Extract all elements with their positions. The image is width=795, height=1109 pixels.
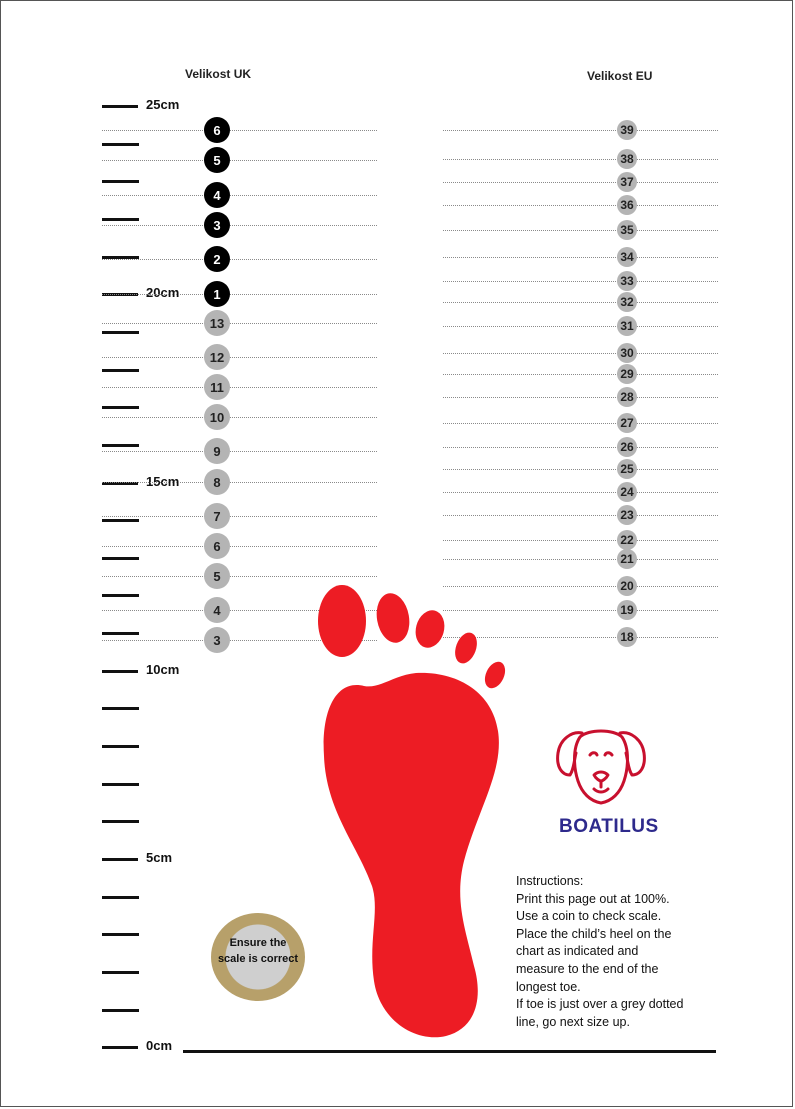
eu-size-badge: 22 xyxy=(617,530,637,550)
eu-size-badge: 30 xyxy=(617,343,637,363)
instructions xyxy=(516,873,716,1031)
footprint-icon xyxy=(306,581,526,1051)
ruler-label: 10cm xyxy=(146,662,180,677)
eu-size-badge: 37 xyxy=(617,172,637,192)
instruction-line: Use a coin to check scale. xyxy=(516,909,662,924)
eu-size-badge: 31 xyxy=(617,316,637,336)
uk-size-badge: 4 xyxy=(204,597,230,623)
eu-size-badge: 39 xyxy=(617,120,637,140)
ruler-tick xyxy=(102,143,139,146)
eu-size-guide-line xyxy=(443,353,718,354)
eu-size-guide-line xyxy=(443,374,718,375)
uk-size-badge: 5 xyxy=(204,147,230,173)
ruler-tick xyxy=(102,933,139,936)
uk-size-guide-line xyxy=(102,195,377,196)
eu-size-badge: 38 xyxy=(617,149,637,169)
uk-size-guide-line xyxy=(102,387,377,388)
eu-size-badge: 29 xyxy=(617,364,637,384)
uk-size-guide-line xyxy=(102,323,377,324)
eu-size-badge: 33 xyxy=(617,271,637,291)
uk-size-badge: 3 xyxy=(204,627,230,653)
ruler-tick xyxy=(102,896,139,899)
uk-size-guide-line xyxy=(102,294,377,295)
uk-size-guide-line xyxy=(102,130,377,131)
uk-size-guide-line xyxy=(102,225,377,226)
uk-size-guide-line xyxy=(102,576,377,577)
uk-size-badge: 5 xyxy=(204,563,230,589)
uk-size-guide-line xyxy=(102,357,377,358)
eu-size-guide-line xyxy=(443,559,718,560)
uk-size-badge: 9 xyxy=(204,438,230,464)
uk-size-badge: 12 xyxy=(204,344,230,370)
uk-size-badge: 6 xyxy=(204,533,230,559)
eu-size-guide-line xyxy=(443,447,718,448)
eu-size-header: Velikost EU xyxy=(587,69,653,83)
ruler-tick xyxy=(102,218,139,221)
uk-size-header: Velikost UK xyxy=(185,67,252,81)
eu-size-guide-line xyxy=(443,469,718,470)
uk-size-guide-line xyxy=(102,259,377,260)
uk-size-badge: 13 xyxy=(204,310,230,336)
eu-size-guide-line xyxy=(443,423,718,424)
eu-size-badge: 36 xyxy=(617,195,637,215)
uk-size-guide-line xyxy=(102,482,377,483)
eu-size-guide-line xyxy=(443,230,718,231)
eu-size-badge: 35 xyxy=(617,220,637,240)
coin-caption-line1: Ensure the xyxy=(229,937,287,949)
ruler-tick xyxy=(102,331,139,334)
ruler-tick xyxy=(102,707,139,710)
ruler-tick xyxy=(102,369,139,372)
instructions-title: Instructions: xyxy=(516,874,584,888)
instruction-line: Place the child’s heel on the xyxy=(516,926,672,941)
ruler-tick xyxy=(102,632,139,635)
instruction-line: longest toe. xyxy=(516,979,581,994)
eu-size-guide-line xyxy=(443,130,718,131)
heel-baseline xyxy=(183,1050,716,1053)
uk-size-badge: 10 xyxy=(204,404,230,430)
eu-size-badge: 34 xyxy=(617,247,637,267)
eu-size-badge: 20 xyxy=(617,576,637,596)
eu-size-guide-line xyxy=(443,515,718,516)
brand-name: BOATILUS xyxy=(559,816,659,837)
ruler-tick xyxy=(102,557,139,560)
eu-size-badge: 26 xyxy=(617,437,637,457)
ruler-major-tick xyxy=(102,858,138,861)
eu-size-guide-line xyxy=(443,205,718,206)
ruler-label: 15cm xyxy=(146,474,180,489)
eu-size-guide-line xyxy=(443,182,718,183)
uk-size-badge: 4 xyxy=(204,182,230,208)
eu-size-badge: 25 xyxy=(617,459,637,479)
uk-size-guide-line xyxy=(102,160,377,161)
eu-size-guide-line xyxy=(443,257,718,258)
eu-size-badge: 19 xyxy=(617,600,637,620)
eu-size-guide-line xyxy=(443,326,718,327)
instruction-line: measure to the end of the xyxy=(516,961,659,976)
ruler-major-tick xyxy=(102,105,138,108)
uk-size-badge: 7 xyxy=(204,503,230,529)
eu-size-guide-line xyxy=(443,397,718,398)
coin-caption xyxy=(209,935,307,967)
ruler-tick xyxy=(102,444,139,447)
ruler-major-tick xyxy=(102,1046,138,1049)
eu-size-guide-line xyxy=(443,540,718,541)
uk-size-guide-line xyxy=(102,417,377,418)
ruler-label: 5cm xyxy=(146,850,173,865)
eu-size-badge: 24 xyxy=(617,482,637,502)
dog-logo-icon xyxy=(554,723,648,809)
uk-size-guide-line xyxy=(102,451,377,452)
instruction-line: chart as indicated and xyxy=(516,944,639,959)
uk-size-badge: 11 xyxy=(204,374,230,400)
coin-caption-line2: scale is correct xyxy=(217,953,299,965)
ruler-tick xyxy=(102,519,139,522)
uk-size-badge: 2 xyxy=(204,246,230,272)
instruction-line: line, go next size up. xyxy=(516,1014,630,1029)
ruler-tick xyxy=(102,594,139,597)
eu-size-badge: 23 xyxy=(617,505,637,525)
ruler-tick xyxy=(102,783,139,786)
ruler-tick xyxy=(102,180,139,183)
eu-size-guide-line xyxy=(443,302,718,303)
ruler-tick xyxy=(102,406,139,409)
uk-size-guide-line xyxy=(102,546,377,547)
eu-size-badge: 28 xyxy=(617,387,637,407)
eu-size-guide-line xyxy=(443,281,718,282)
ruler-label: 0cm xyxy=(146,1038,173,1053)
eu-size-guide-line xyxy=(443,492,718,493)
ruler-label: 25cm xyxy=(146,97,180,112)
ruler-tick xyxy=(102,745,139,748)
uk-size-badge: 8 xyxy=(204,469,230,495)
ruler-tick xyxy=(102,1009,139,1012)
uk-size-guide-line xyxy=(102,516,377,517)
eu-size-badge: 21 xyxy=(617,549,637,569)
eu-size-badge: 32 xyxy=(617,292,637,312)
uk-size-badge: 3 xyxy=(204,212,230,238)
eu-size-guide-line xyxy=(443,159,718,160)
ruler-tick xyxy=(102,820,139,823)
ruler-label: 20cm xyxy=(146,285,180,300)
eu-size-badge: 27 xyxy=(617,413,637,433)
ruler-tick xyxy=(102,971,139,974)
uk-size-badge: 6 xyxy=(204,117,230,143)
ruler-major-tick xyxy=(102,670,138,673)
instruction-line: If toe is just over a grey dotted xyxy=(516,997,684,1012)
eu-size-badge: 18 xyxy=(617,627,637,647)
uk-size-badge: 1 xyxy=(204,281,230,307)
instruction-line: Print this page out at 100%. xyxy=(516,891,670,906)
